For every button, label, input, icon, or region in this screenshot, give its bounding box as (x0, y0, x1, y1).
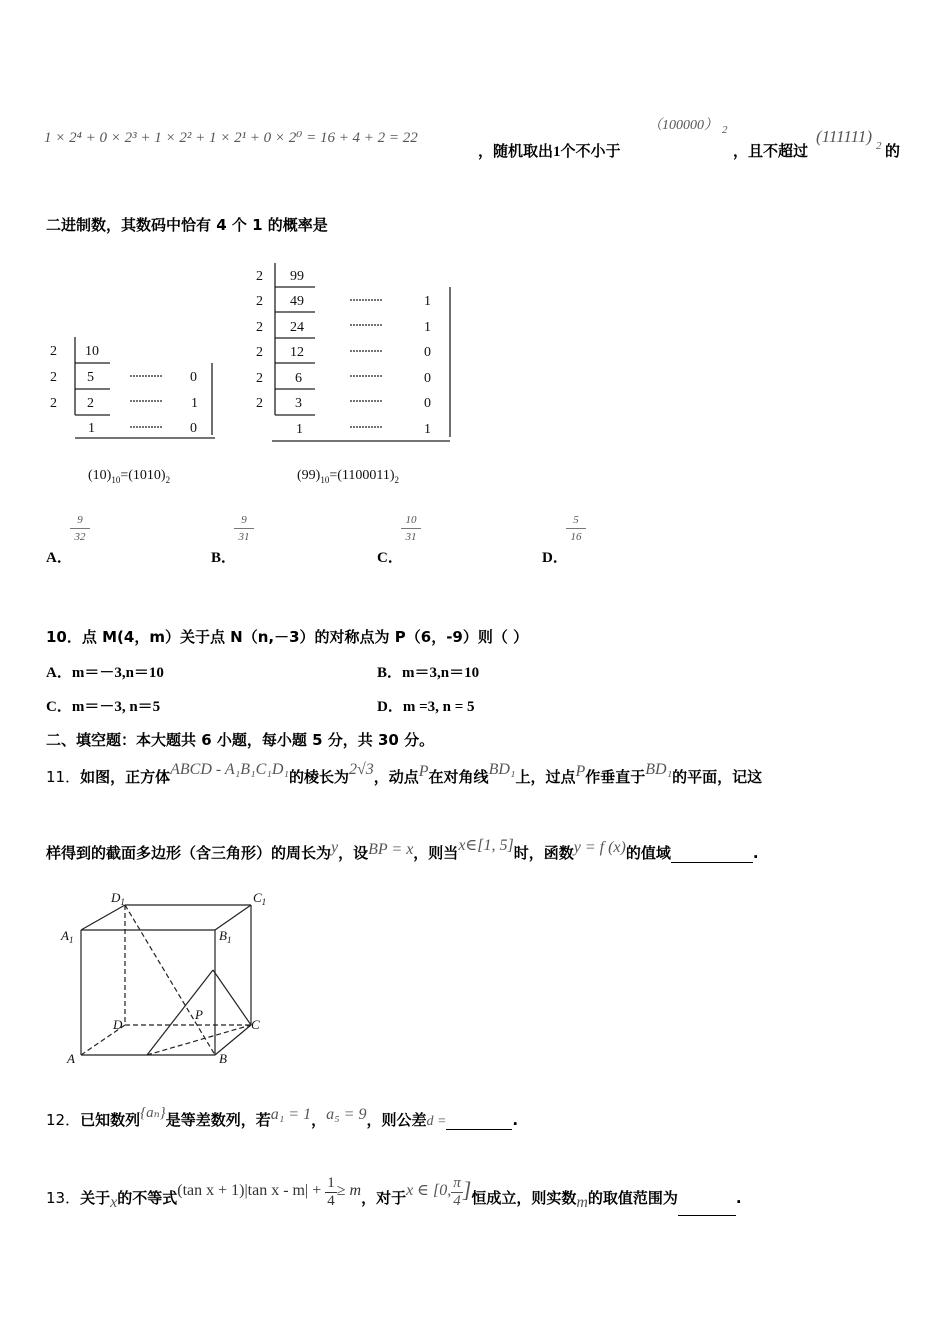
q11-line1: 11．如图，正方体ABCD - A₁B₁C₁D₁的棱长为2√3，动点P在对角线BD₁上，过点P作垂直于BD₁的平面，记这 (46, 761, 763, 786)
left-divisor-1: 2 (50, 370, 57, 385)
right-remainder-4: 0 (424, 396, 431, 411)
label-p: P (195, 1007, 203, 1022)
q11-answer-blank[interactable] (671, 848, 753, 863)
q10-stem: 10．点 M(4，m）关于点 N（n,－3）的对称点为 P（6，-9）则（ ） (46, 628, 529, 646)
right-divisor-0: 2 (256, 269, 263, 284)
right-remainder-1: 1 (424, 320, 431, 335)
q10-option-d[interactable]: D．m =3, n = 5 (377, 699, 475, 715)
q12-answer-blank[interactable] (446, 1115, 512, 1130)
right-divisor-5: 2 (256, 396, 263, 411)
right-divisor-2: 2 (256, 320, 263, 335)
right-remainder-0: 1 (424, 294, 431, 309)
right-quotient-2: 24 (290, 320, 304, 335)
division-diagram (40, 255, 470, 495)
option-a-label[interactable]: A． (46, 550, 72, 566)
right-remainder-2: 0 (424, 345, 431, 360)
label-c: C (251, 1017, 260, 1032)
q9-text-d: ，且不超过 (733, 142, 809, 160)
right-quotient-3: 12 (290, 345, 304, 360)
label-b1: $B_1$ (219, 928, 232, 945)
option-b-fraction: 9 31 (232, 514, 256, 543)
q9-equation: 1 × 2⁴ + 0 × 2³ + 1 × 2² + 1 × 2¹ + 0 × 2⁰ = 16 + 4 + 2 = 22 (44, 130, 418, 146)
right-quotient-0: 99 (290, 269, 304, 284)
q13-pi-fraction: $\frac{\pi}{4}$ (453, 1175, 461, 1209)
q9-line2: 二进制数，其数码中恰有 4 个 1 的概率是 (46, 216, 328, 234)
q9-bin-high-sub: 2 (876, 140, 882, 152)
left-remainder-2: 0 (190, 421, 197, 436)
left-quotient-0: 10 (85, 344, 99, 359)
q13-line: 13．关于x的不等式(tan x + 1)|tan x - m| + $\frac{1}{4}$ ≥ m，对于x ∈ [0, $\frac{\pi}{4}$ ]恒成立，则实数m的取值范围为 . (46, 1181, 742, 1216)
option-c-fraction: 10 31 (399, 514, 423, 543)
right-divisor-1: 2 (256, 294, 263, 309)
right-divisor-3: 2 (256, 345, 263, 360)
option-b-label[interactable]: B． (211, 550, 237, 566)
q10-option-c[interactable]: C．m＝－3, n＝5 (46, 699, 161, 715)
cube-figure (55, 885, 285, 1070)
q13-fraction: $\frac{1}{4}$ (327, 1175, 335, 1209)
label-b: B (219, 1051, 227, 1066)
q13-answer-blank[interactable] (678, 1201, 736, 1216)
label-a1: $A_1$ (61, 928, 74, 945)
left-remainder-0: 0 (190, 370, 197, 385)
option-d-label[interactable]: D． (542, 550, 568, 566)
q11-line2: 样得到的截面多边形（含三角形）的周长为y，设BP = x，则当x∈[1, 5]时，函数y = f (x)的值域 . (46, 837, 759, 862)
option-d-fraction: 5 16 (564, 514, 588, 543)
label-c1: $C_1$ (253, 890, 267, 907)
section-2-heading: 二、填空题：本大题共 6 小题，每小题 5 分，共 30 分。 (46, 731, 435, 749)
q9-bin-high: (111111) (816, 127, 873, 146)
q10-option-b[interactable]: B．m＝3,n＝10 (377, 665, 480, 681)
right-quotient-4: 6 (295, 371, 302, 386)
option-a-fraction: 9 32 (68, 514, 92, 543)
right-remainder-5: 1 (424, 422, 431, 437)
label-d1: $D_1$ (111, 890, 125, 907)
left-quotient-2: 2 (87, 396, 94, 411)
left-remainder-1: 1 (191, 396, 198, 411)
label-a: A (67, 1051, 75, 1066)
left-caption: $(10)_{10}=(1010)_2$ (88, 468, 171, 485)
label-d: D (113, 1017, 123, 1032)
right-quotient-6: 1 (296, 422, 303, 437)
q9-bin-low-sub: 2 (722, 124, 728, 136)
option-c-label[interactable]: C． (377, 550, 403, 566)
left-divisor-2: 2 (50, 396, 57, 411)
right-divisor-4: 2 (256, 371, 263, 386)
right-remainder-3: 0 (424, 371, 431, 386)
q9-bin-low: （100000） (648, 118, 718, 133)
q9-text-e: 的 (885, 142, 901, 160)
left-quotient-3: 1 (88, 421, 95, 436)
right-quotient-5: 3 (295, 396, 302, 411)
q9-text-a: ，随机取出1个不小于 (478, 142, 621, 160)
q10-option-a[interactable]: A．m＝－3,n＝10 (46, 665, 164, 681)
q12-line: 12．已知数列{aₙ}是等差数列，若a₁ = 1，a₅ = 9，则公差d = . (46, 1105, 519, 1129)
right-caption: $(99)_{10}=(1100011)_2$ (297, 468, 400, 485)
left-divisor-0: 2 (50, 344, 57, 359)
left-quotient-1: 5 (87, 370, 94, 385)
right-quotient-1: 49 (290, 294, 304, 309)
